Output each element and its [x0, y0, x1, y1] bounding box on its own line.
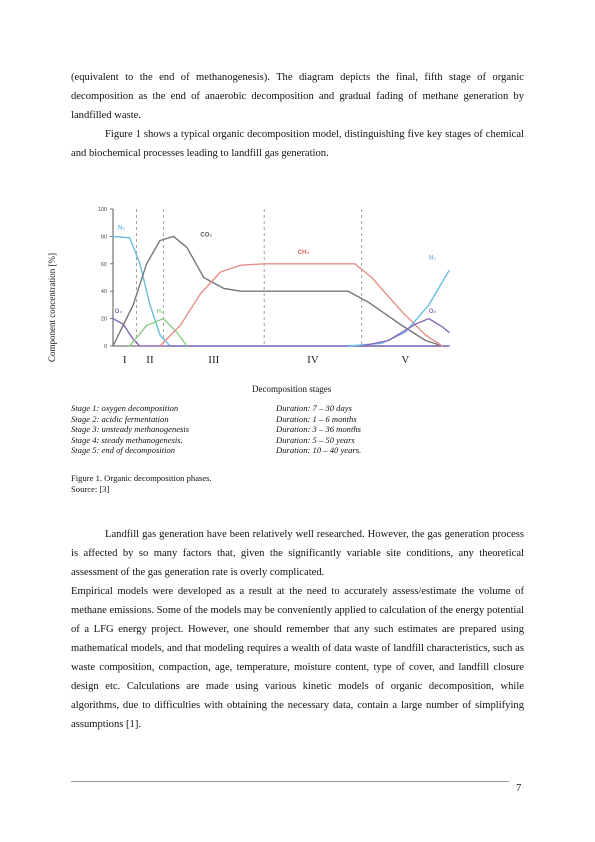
stage-row [71, 403, 361, 414]
figure-source: Source: [3] [71, 483, 110, 494]
chart-y-tick-label: 60 [100, 261, 107, 268]
page-number: 7 [516, 783, 522, 794]
stage-row [71, 424, 361, 435]
figure-caption: Figure 1. Organic decomposition phases. [71, 473, 212, 483]
chart-series-label: O₂ [114, 309, 123, 316]
paragraph-4: Empirical models were developed as a result at the need to accurately assess/estimate the volume of methane emissions. Some of the models may be conveniently applied to calculation of the energy potential of a LFG energy project. However, one should remember that any such estimates are prepared using mathematical models, and that modeling requires a wealth of data waste of landfill characteristics, such as waste composition, compaction, age, temperature, moisture content, type of cover, and landfill closure design etc. Calculations are made using various kinetic models of organic decomposition, while algorithms, due to difficulties with obtaining the necessary data, contain a large number of simplifying assumptions [1]. [71, 586, 524, 730]
paragraph-1: (equivalent to the end of methanogenesis). The diagram depicts the final, fifth stage of organic decomposition as the end of anaerobic decomposition and gradual fading of methane generation by landfilled waste. [71, 72, 524, 121]
stage-duration: Duration: 3 – 36 months [276, 424, 361, 435]
chart-y-tick-label: 20 [100, 316, 107, 323]
chart-series-label: CO₂ [200, 232, 213, 239]
chart-series-label: CH₄ [297, 250, 310, 257]
chart-stage-label: II [146, 354, 154, 366]
stage-duration: Duration: 7 – 30 days [276, 403, 352, 413]
stage-list [71, 403, 361, 456]
stage-row [71, 414, 361, 425]
stage-name: Stage 4: steady methanogenesis. [71, 434, 183, 445]
figure-caption-block [71, 473, 212, 494]
stage-duration: Duration: 1 – 6 months [276, 413, 357, 424]
chart-series-label: O₂ [428, 309, 437, 316]
decomposition-chart [71, 200, 466, 385]
chart-stage-label: V [401, 354, 410, 366]
chart-x-axis-title: Decomposition stages [252, 384, 332, 394]
chart-series-label: H₂ [156, 309, 164, 316]
chart-stage-label: III [208, 354, 220, 366]
chart-series-line [130, 319, 187, 346]
chart-y-tick-label: 40 [100, 289, 107, 296]
paragraph-2: Figure 1 shows a typical organic decomposition model, distinguishing five key stages of chemical and biochemical processes leading to landfill gas generation. [71, 129, 524, 159]
stage-name: Stage 5: end of decomposition [71, 445, 176, 456]
chart-stage-label: I [122, 354, 127, 366]
chart-series-line [113, 236, 442, 346]
stage-name: Stage 2: acidic fermentation [71, 413, 169, 424]
chart-stage-label: IV [307, 354, 319, 366]
chart-y-tick-label: 0 [103, 344, 107, 350]
chart-y-tick-label: 80 [100, 234, 107, 241]
chart-series-label: N₂ [428, 255, 436, 262]
footer-rule [71, 781, 509, 782]
chart-y-axis-label: Component concentration [%] [47, 253, 57, 362]
stage-row [71, 445, 361, 456]
stage-duration: Duration: 10 – 40 years. [276, 445, 362, 456]
stage-duration: Duration: 5 – 50 years [276, 434, 355, 445]
stage-name: Stage 1: oxygen decomposition [71, 403, 179, 413]
chart-series-label: N₂ [118, 225, 126, 232]
stage-name: Stage 3: unsteady methanogenesis [71, 424, 190, 435]
chart-y-tick-label: 100 [97, 207, 107, 213]
stage-row [71, 435, 361, 446]
paragraph-3: Landfill gas generation have been relatively well researched. However, the gas generation process is affected by so many factors that, given the significantly variable site conditions, any theoretical assessment of the gas generation rate is overly complicated. [71, 529, 524, 578]
